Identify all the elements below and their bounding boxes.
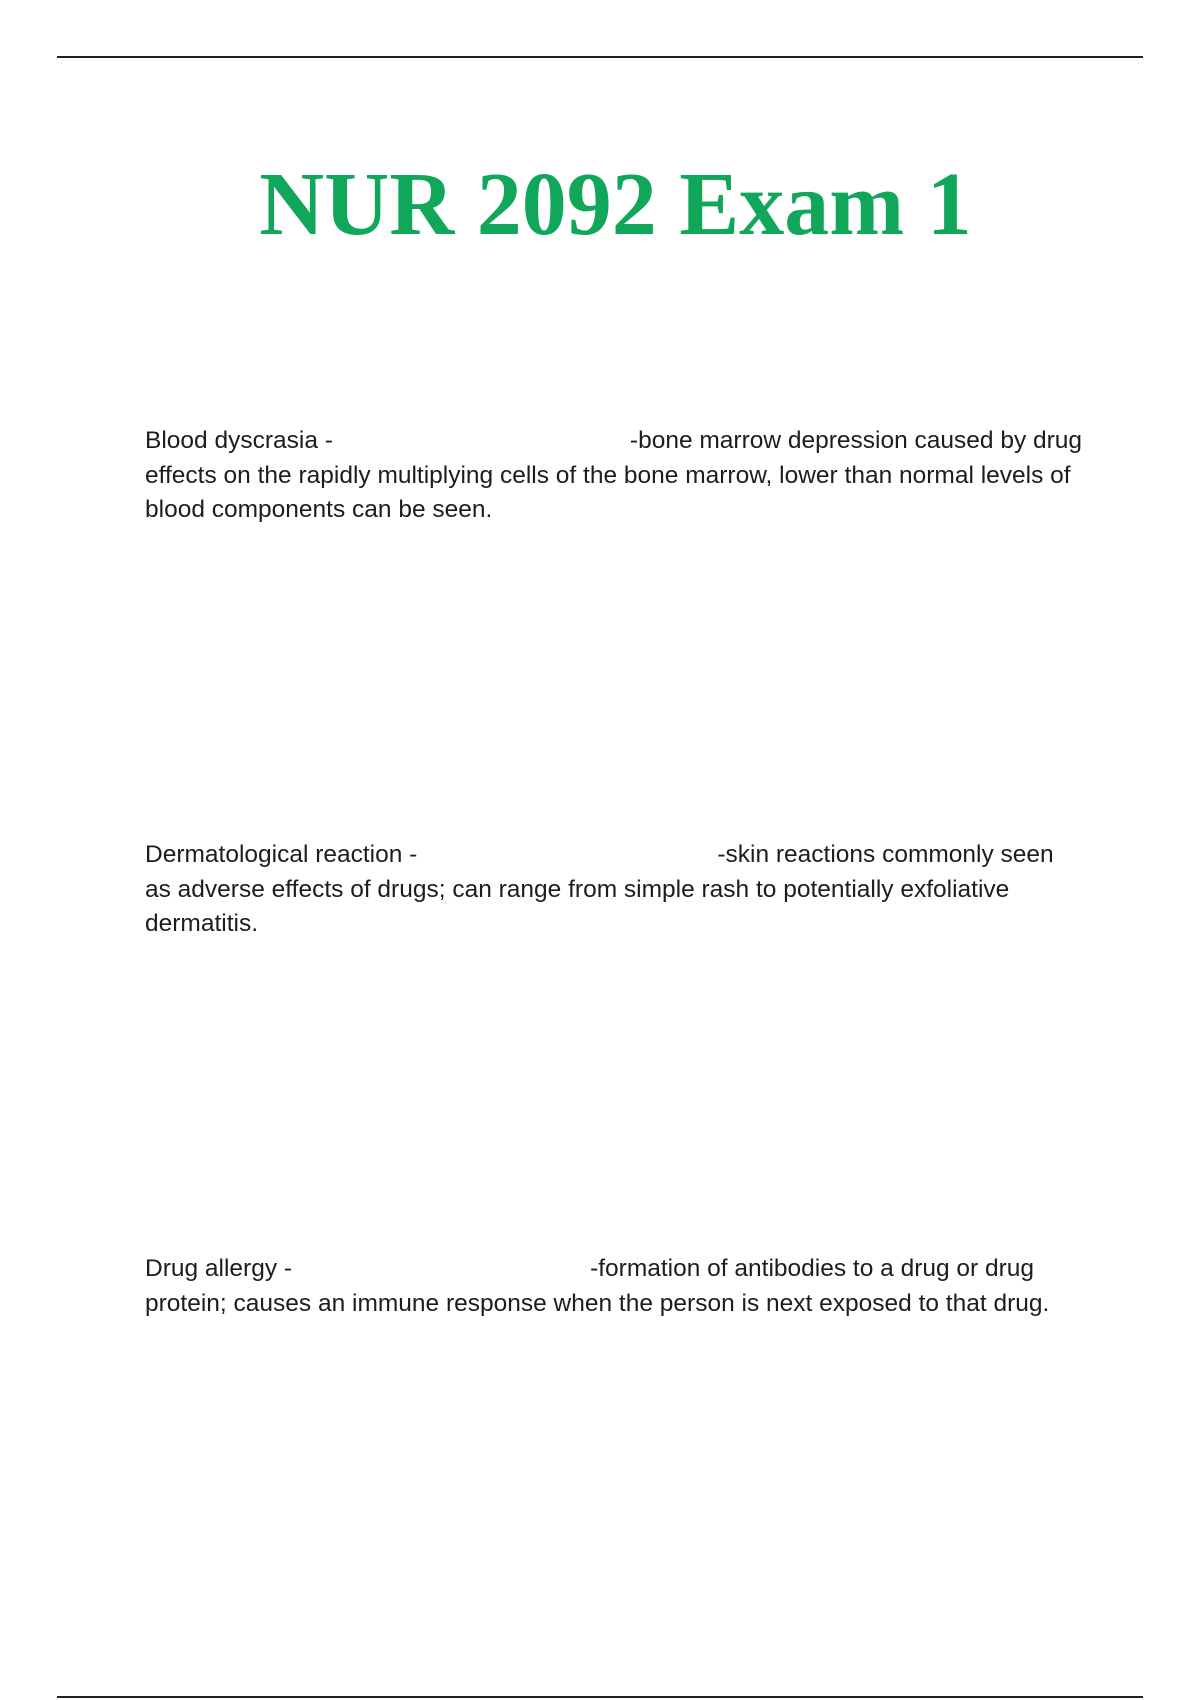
document-title: NUR 2092 Exam 1	[259, 155, 972, 254]
flashcard-entry-dermatological-reaction	[145, 838, 1085, 942]
entry-definition: -formation of antibodies to a drug or drug protein; causes an immune response when the person is next exposed to that drug.	[145, 1255, 1050, 1317]
flashcard-entry-drug-allergy	[145, 1252, 1085, 1321]
bottom-divider	[57, 1696, 1143, 1698]
entry-term: Blood dyscrasia -	[145, 427, 333, 454]
top-divider	[57, 56, 1143, 58]
entry-definition: -bone marrow depression caused by drug effects on the rapidly multiplying cells of the bone marrow, lower than normal levels of blood components can be seen.	[145, 427, 1083, 523]
entry-term: Drug allergy -	[145, 1255, 293, 1282]
entry-term: Dermatological reaction -	[145, 841, 418, 868]
entry-definition: -skin reactions commonly seen as adverse effects of drugs; can range from simple rash to potentially exfoliative dermatitis.	[145, 841, 1054, 937]
flashcard-entry-blood-dyscrasia	[145, 424, 1085, 528]
